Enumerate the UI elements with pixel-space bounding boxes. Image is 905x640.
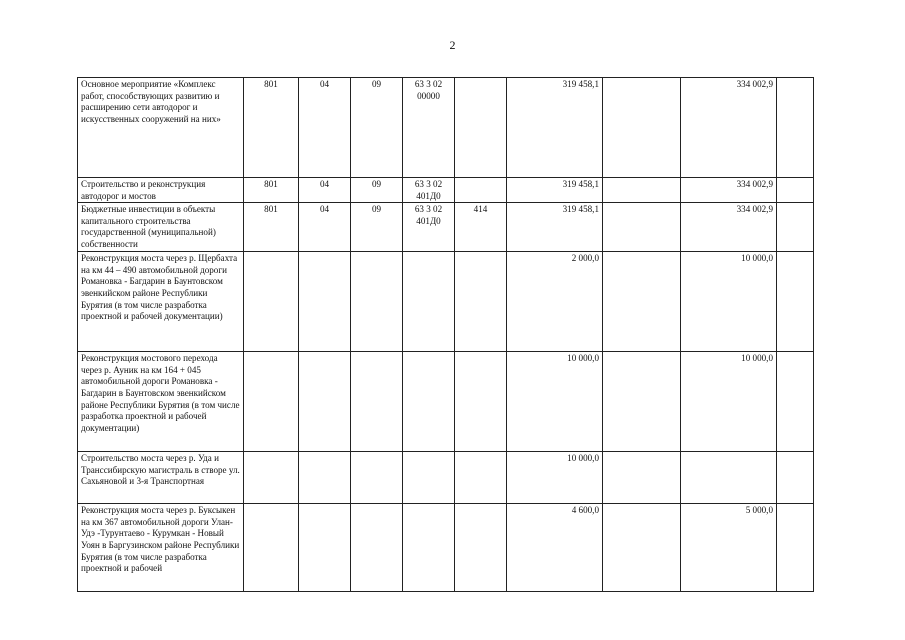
cell-target-article — [403, 252, 455, 352]
cell-description: Строительство и реконструкция автодорог и мостов — [78, 178, 244, 203]
cell-empty — [777, 203, 814, 252]
cell-description: Бюджетные инвестиции в объекты капитального строительства государственной (муниципальной) собственности — [78, 203, 244, 252]
cell-subsection: 09 — [351, 203, 403, 252]
cell-ministry: 801 — [244, 78, 299, 178]
page-number: 2 — [449, 38, 456, 52]
cell-subsection — [351, 352, 403, 452]
cell-empty — [777, 452, 814, 504]
cell-section — [299, 452, 351, 504]
cell-description: Реконструкция мостового перехода через р. Ауник на км 164 + 045 автомобильной дороги Романовка - Багдарин в Баунтовском эвенкийском районе Республики Бурятия (в том числе разработка проектной и рабочей документации) — [78, 352, 244, 452]
cell-ministry — [244, 452, 299, 504]
cell-description: Строительство моста через р. Уда и Транссибирскую магистраль в створе ул. Сахьяновой и 3-я Транспортная — [78, 452, 244, 504]
cell-target-article — [403, 352, 455, 452]
cell-empty — [777, 78, 814, 178]
cell-empty — [603, 203, 681, 252]
cell-empty — [603, 504, 681, 592]
cell-subsection — [351, 252, 403, 352]
cell-amount-2 — [681, 452, 777, 504]
cell-ministry — [244, 504, 299, 592]
cell-target-article: 63 3 02 00000 — [403, 78, 455, 178]
cell-section: 04 — [299, 78, 351, 178]
cell-amount-2: 334 002,9 — [681, 178, 777, 203]
table-row — [78, 352, 814, 452]
cell-amount-2: 10 000,0 — [681, 252, 777, 352]
cell-description: Реконструкция моста через р. Буксыкен на км 367 автомобильной дороги Улан-Удэ -Турунтаево - Курумкан - Новый Уоян в Баргузинском районе Республики Бурятия (в том числе разработка проектной и рабочей — [78, 504, 244, 592]
cell-amount-2: 334 002,9 — [681, 78, 777, 178]
cell-expense-type — [455, 352, 507, 452]
cell-empty — [603, 78, 681, 178]
cell-target-article — [403, 452, 455, 504]
cell-expense-type — [455, 504, 507, 592]
cell-expense-type — [455, 252, 507, 352]
cell-target-article: 63 3 02 401Д0 — [403, 178, 455, 203]
cell-empty — [777, 352, 814, 452]
cell-expense-type — [455, 178, 507, 203]
cell-section — [299, 252, 351, 352]
cell-empty — [603, 252, 681, 352]
cell-ministry: 801 — [244, 178, 299, 203]
table-row — [78, 504, 814, 592]
cell-section: 04 — [299, 203, 351, 252]
cell-empty — [603, 352, 681, 452]
cell-ministry — [244, 252, 299, 352]
cell-ministry: 801 — [244, 203, 299, 252]
cell-amount-2: 334 002,9 — [681, 203, 777, 252]
cell-subsection — [351, 452, 403, 504]
cell-target-article — [403, 504, 455, 592]
cell-amount-2: 5 000,0 — [681, 504, 777, 592]
cell-target-article: 63 3 02 401Д0 — [403, 203, 455, 252]
cell-amount-1: 319 458,1 — [507, 78, 603, 178]
table-row — [78, 78, 814, 178]
cell-expense-type — [455, 78, 507, 178]
cell-empty — [777, 178, 814, 203]
cell-amount-1: 319 458,1 — [507, 203, 603, 252]
cell-amount-1: 2 000,0 — [507, 252, 603, 352]
cell-empty — [777, 252, 814, 352]
cell-amount-1: 319 458,1 — [507, 178, 603, 203]
cell-subsection — [351, 504, 403, 592]
table-row — [78, 203, 814, 252]
budget-table — [77, 77, 814, 592]
cell-expense-type: 414 — [455, 203, 507, 252]
cell-section: 04 — [299, 178, 351, 203]
cell-empty — [603, 452, 681, 504]
cell-ministry — [244, 352, 299, 452]
cell-description: Основное мероприятие «Комплекс работ, способствующих развитию и расширению сети автодорог и искусственных сооружений на них» — [78, 78, 244, 178]
cell-section — [299, 352, 351, 452]
table-row — [78, 252, 814, 352]
cell-amount-1: 4 600,0 — [507, 504, 603, 592]
table-row — [78, 178, 814, 203]
cell-amount-1: 10 000,0 — [507, 452, 603, 504]
cell-amount-2: 10 000,0 — [681, 352, 777, 452]
cell-amount-1: 10 000,0 — [507, 352, 603, 452]
cell-subsection: 09 — [351, 178, 403, 203]
cell-empty — [777, 504, 814, 592]
cell-expense-type — [455, 452, 507, 504]
table-row — [78, 452, 814, 504]
cell-subsection: 09 — [351, 78, 403, 178]
cell-empty — [603, 178, 681, 203]
cell-section — [299, 504, 351, 592]
cell-description: Реконструкция моста через р. Щербахта на км 44 – 490 автомобильной дороги Романовка - Багдарин в Баунтовском эвенкийском районе Республики Бурятия (в том числе разработка проектной и рабочей документации) — [78, 252, 244, 352]
